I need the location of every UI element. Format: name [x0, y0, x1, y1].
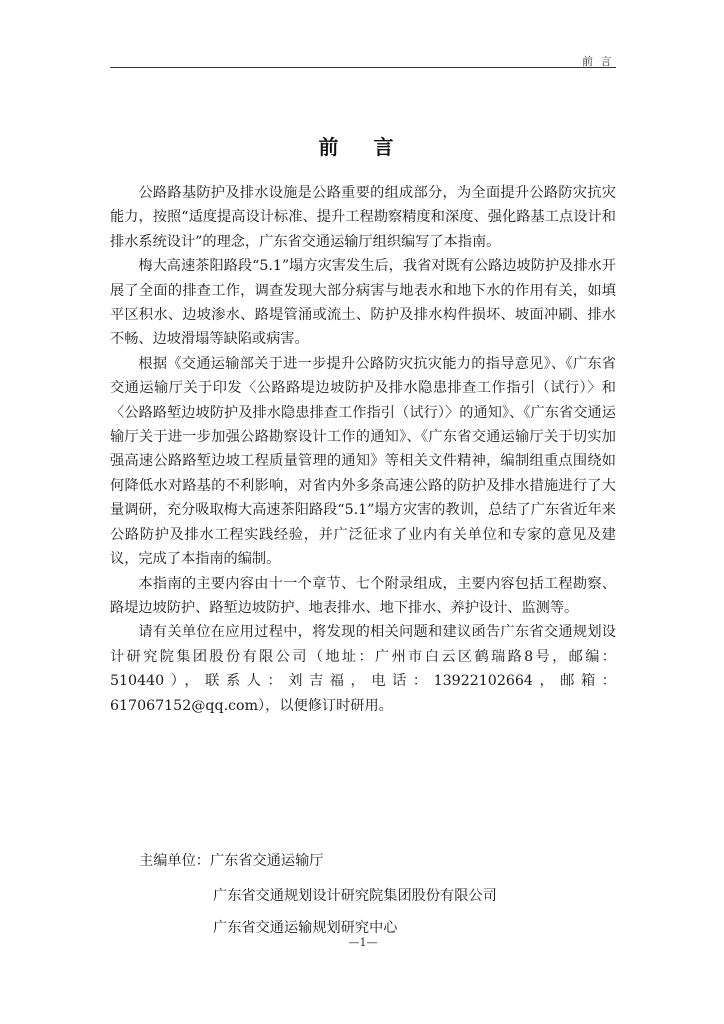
paragraph-5: 请有关单位在应用过程中，将发现的相关问题和建议函告广东省交通规划设计研究院集团股份有限公司（地址：广州市白云区鹤瑞路8号，邮编：510440），联系人：刘吉福，电话：13922102664，邮箱：617067152@qq.com），以便修订时研用。 [110, 624, 616, 714]
paragraph-1: 公路路基防护及排水设施是公路重要的组成部分，为全面提升公路防灾抗灾能力，按照“适度提高设计标准、提升工程勘察精度和深度、强化路基工点设计和排水系统设计”的理念，广东省交通运输厅组织编写了本指南。 [110, 185, 616, 250]
header-rule [110, 67, 616, 68]
editor-unit-2: 广东省交通规划设计研究院集团股份有限公司 [213, 888, 497, 904]
paragraph-4: 本指南的主要内容由十一个章节、七个附录组成，主要内容包括工程勘察、路堤边坡防护、路堑边坡防护、地表排水、地下排水、养护设计、监测等。 [110, 575, 616, 616]
editor-unit-1: 主编单位：广东省交通运输厅 [139, 853, 324, 869]
body-text [110, 181, 616, 718]
paragraph-2: 梅大高速茶阳路段“5.1”塌方灾害发生后，我省对既有公路边坡防护及排水开展了全面的排查工作，调查发现大部分病害与地表水和地下水的作用有关，如填平区积水、边坡渗水、路堤管涌或流土、防护及排水构件损坏、坡面冲刷、排水不畅、边坡滑塌等缺陷或病害。 [110, 258, 616, 348]
page-number: —1— [348, 936, 378, 949]
page-title: 前 言 [318, 135, 408, 159]
paragraph-3: 根据《交通运输部关于进一步提升公路防灾抗灾能力的指导意见》、《广东省交通运输厅关于印发〈公路路堤边坡防护及排水隐患排查工作指引（试行）〉和〈公路路堑边坡防护及排水隐患排查工作指引（试行）〉的通知》、《广东省交通运输厅关于进一步加强公路勘察设计工作的通知》、《广东省交通运输厅关于切实加强高速公路路堑边坡工程质量管理的通知》等相关文件精神，编制组重点围绕如何降低水对路基的不利影响，对省内外多条高速公路的防护及排水措施进行了大量调研，充分吸取梅大高速茶阳路段“5.1”塌方灾害的教训，总结了广东省近年来公路防护及排水工程实践经验，并广泛征求了业内有关单位和专家的意见及建议，完成了本指南的编制。 [110, 355, 616, 568]
running-header: 前 言 [582, 55, 614, 68]
editor-unit-3: 广东省交通运输规划研究中心 [213, 920, 398, 936]
